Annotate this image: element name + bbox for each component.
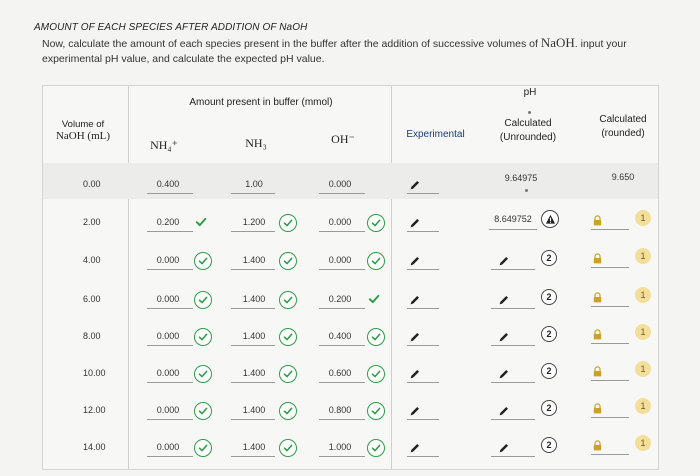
input-underline bbox=[591, 267, 629, 268]
input-underline bbox=[231, 419, 275, 420]
input-underline bbox=[147, 193, 193, 194]
input-underline bbox=[407, 193, 439, 194]
warning-icon bbox=[541, 210, 559, 228]
intro-part1: Now, calculate the amount of each species present in the buffer after the addition of successive volumes of bbox=[42, 38, 541, 50]
attempts-badge: 2 bbox=[541, 289, 557, 305]
lock-icon bbox=[593, 213, 602, 224]
volume-cell: 0.00 bbox=[83, 179, 101, 189]
input-underline bbox=[591, 229, 629, 230]
nh4-header: NH₄⁺ bbox=[150, 138, 178, 152]
input-underline bbox=[319, 269, 365, 270]
oh-value[interactable]: 0.200 bbox=[328, 294, 352, 304]
input-underline bbox=[491, 269, 535, 270]
nh3-value[interactable]: 1.400 bbox=[242, 255, 266, 265]
pencil-icon[interactable] bbox=[409, 441, 421, 453]
separator-dot bbox=[528, 111, 531, 114]
calc-rounded-line2: (rounded) bbox=[601, 128, 645, 139]
input-underline bbox=[591, 306, 629, 307]
nh4-value[interactable]: 0.200 bbox=[156, 217, 180, 227]
input-underline bbox=[147, 231, 193, 232]
experimental-header: Experimental bbox=[406, 129, 465, 140]
nh3-value[interactable]: 1.00 bbox=[245, 179, 263, 189]
volume-cell: 12.00 bbox=[83, 405, 106, 415]
check-icon bbox=[194, 365, 212, 383]
check-icon bbox=[194, 328, 212, 346]
instructions bbox=[42, 35, 662, 67]
input-underline bbox=[407, 308, 439, 309]
intro-formula: NaOH bbox=[540, 35, 575, 50]
nh4-value[interactable]: 0.000 bbox=[156, 255, 180, 265]
check-icon bbox=[279, 439, 297, 457]
pencil-icon[interactable] bbox=[498, 441, 510, 453]
input-underline bbox=[319, 456, 365, 457]
check-icon bbox=[279, 365, 297, 383]
input-underline bbox=[491, 345, 535, 346]
input-underline bbox=[147, 456, 193, 457]
input-underline bbox=[591, 417, 629, 418]
pencil-icon[interactable] bbox=[409, 404, 421, 416]
pencil-icon[interactable] bbox=[409, 293, 421, 305]
volume-header-line2: NaOH (mL) bbox=[55, 130, 111, 142]
points-badge: 1 bbox=[635, 398, 651, 414]
input-underline bbox=[491, 308, 535, 309]
input-underline bbox=[591, 343, 629, 344]
input-underline bbox=[319, 382, 365, 383]
ph-group-header: pH bbox=[523, 87, 537, 98]
oh-value[interactable]: 0.000 bbox=[328, 179, 352, 189]
oh-value[interactable]: 0.800 bbox=[328, 405, 352, 415]
pencil-icon[interactable] bbox=[498, 404, 510, 416]
check-icon bbox=[194, 402, 212, 420]
input-underline bbox=[407, 269, 439, 270]
nh4-value[interactable]: 0.400 bbox=[156, 179, 180, 189]
check-icon bbox=[279, 328, 297, 346]
check-icon bbox=[194, 439, 212, 457]
check-icon bbox=[368, 292, 380, 304]
nh3-value[interactable]: 1.400 bbox=[242, 331, 266, 341]
lock-icon bbox=[593, 364, 602, 375]
oh-header: OH⁻ bbox=[331, 132, 355, 146]
input-underline bbox=[319, 308, 365, 309]
input-underline bbox=[231, 231, 275, 232]
input-underline bbox=[231, 382, 275, 383]
nh4-value[interactable]: 0.000 bbox=[156, 368, 180, 378]
amount-group-header: Amount present in buffer (mmol) bbox=[189, 97, 333, 108]
input-underline bbox=[591, 380, 629, 381]
nh3-value[interactable]: 1.400 bbox=[242, 294, 266, 304]
input-underline bbox=[491, 382, 535, 383]
input-underline bbox=[491, 419, 535, 420]
nh4-value[interactable]: 0.000 bbox=[156, 442, 180, 452]
nh3-value[interactable]: 1.200 bbox=[242, 217, 266, 227]
calc-unrounded-header bbox=[483, 118, 573, 143]
oh-value[interactable]: 0.400 bbox=[328, 331, 352, 341]
points-badge: 1 bbox=[635, 210, 651, 226]
pencil-icon[interactable] bbox=[409, 254, 421, 266]
input-underline bbox=[407, 456, 439, 457]
input-underline bbox=[319, 193, 365, 194]
points-badge: 1 bbox=[635, 361, 651, 377]
lock-icon bbox=[593, 290, 602, 301]
attempts-badge: 2 bbox=[541, 326, 557, 342]
ph-unrounded-value[interactable]: 8.649752 bbox=[494, 214, 532, 224]
volume-cell: 2.00 bbox=[83, 217, 101, 227]
attempts-badge: 2 bbox=[541, 250, 557, 266]
check-icon bbox=[194, 252, 212, 270]
nh4-value[interactable]: 0.000 bbox=[156, 294, 180, 304]
section-heading: AMOUNT OF EACH SPECIES AFTER ADDITION OF NaOH bbox=[34, 22, 308, 33]
nh3-header: NH₃ bbox=[245, 136, 267, 150]
ph-rounded-value: 9.650 bbox=[611, 172, 635, 182]
input-underline bbox=[407, 419, 439, 420]
pencil-icon[interactable] bbox=[409, 330, 421, 342]
check-icon bbox=[279, 402, 297, 420]
check-icon bbox=[279, 214, 297, 232]
check-icon bbox=[195, 215, 207, 227]
pencil-icon[interactable] bbox=[409, 178, 421, 190]
pencil-icon[interactable] bbox=[498, 367, 510, 379]
attempts-badge: 2 bbox=[541, 400, 557, 416]
lock-icon bbox=[593, 327, 602, 338]
volume-cell: 8.00 bbox=[83, 331, 101, 341]
points-badge: 1 bbox=[635, 435, 651, 451]
check-icon bbox=[367, 214, 385, 232]
input-underline bbox=[407, 345, 439, 346]
input-underline bbox=[489, 229, 537, 230]
input-underline bbox=[319, 345, 365, 346]
attempts-badge: 2 bbox=[541, 437, 557, 453]
check-icon bbox=[194, 291, 212, 309]
attempts-badge: 2 bbox=[541, 363, 557, 379]
input-underline bbox=[319, 231, 365, 232]
input-underline bbox=[147, 269, 193, 270]
input-underline bbox=[231, 193, 275, 194]
input-underline bbox=[591, 454, 629, 455]
input-underline bbox=[147, 345, 193, 346]
input-underline bbox=[319, 419, 365, 420]
nh3-value[interactable]: 1.400 bbox=[242, 368, 266, 378]
input-underline bbox=[231, 269, 275, 270]
input-underline bbox=[147, 419, 193, 420]
check-icon bbox=[279, 291, 297, 309]
input-underline bbox=[231, 345, 275, 346]
column-divider bbox=[128, 86, 129, 469]
volume-header bbox=[47, 119, 119, 142]
volume-cell: 6.00 bbox=[83, 294, 101, 304]
check-icon bbox=[367, 328, 385, 346]
check-icon bbox=[367, 365, 385, 383]
input-underline bbox=[407, 231, 439, 232]
check-icon bbox=[367, 402, 385, 420]
check-icon bbox=[279, 252, 297, 270]
volume-cell: 14.00 bbox=[83, 442, 106, 452]
input-underline bbox=[231, 456, 275, 457]
points-badge: 1 bbox=[635, 248, 651, 264]
oh-value[interactable]: 0.000 bbox=[328, 217, 352, 227]
input-underline bbox=[147, 382, 193, 383]
nh4-value[interactable]: 0.000 bbox=[156, 405, 180, 415]
pencil-icon[interactable] bbox=[409, 216, 421, 228]
column-divider bbox=[391, 86, 392, 469]
volume-header-line1: Volume of bbox=[61, 119, 105, 130]
volume-cell: 4.00 bbox=[83, 255, 101, 265]
input-underline bbox=[147, 308, 193, 309]
input-underline bbox=[491, 456, 535, 457]
check-icon bbox=[367, 439, 385, 457]
pencil-icon[interactable] bbox=[498, 254, 510, 266]
points-badge: 1 bbox=[635, 324, 651, 340]
intro-part2: . input your experimental pH value, and calculate the expected pH value. bbox=[42, 38, 627, 65]
calc-unrounded-line2: (Unrounded) bbox=[499, 132, 557, 143]
pencil-icon[interactable] bbox=[498, 293, 510, 305]
separator-dot bbox=[525, 189, 528, 192]
calc-rounded-header bbox=[583, 114, 663, 139]
ph-unrounded-value: 9.64975 bbox=[504, 173, 538, 183]
oh-value[interactable]: 0.600 bbox=[328, 368, 352, 378]
lock-icon bbox=[593, 438, 602, 449]
input-underline bbox=[407, 382, 439, 383]
input-underline bbox=[231, 308, 275, 309]
pencil-icon[interactable] bbox=[409, 367, 421, 379]
nh4-value[interactable]: 0.000 bbox=[156, 331, 180, 341]
lock-icon bbox=[593, 401, 602, 412]
check-icon bbox=[367, 252, 385, 270]
points-badge: 1 bbox=[635, 287, 651, 303]
calc-rounded-line1: Calculated bbox=[599, 114, 647, 125]
calc-unrounded-line1: Calculated bbox=[504, 118, 552, 129]
lock-icon bbox=[593, 251, 602, 262]
oh-value[interactable]: 1.000 bbox=[328, 442, 352, 452]
volume-cell: 10.00 bbox=[83, 368, 106, 378]
pencil-icon[interactable] bbox=[498, 330, 510, 342]
buffer-table bbox=[42, 85, 659, 470]
nh3-value[interactable]: 1.400 bbox=[242, 405, 266, 415]
oh-value[interactable]: 0.000 bbox=[328, 255, 352, 265]
nh3-value[interactable]: 1.400 bbox=[242, 442, 266, 452]
